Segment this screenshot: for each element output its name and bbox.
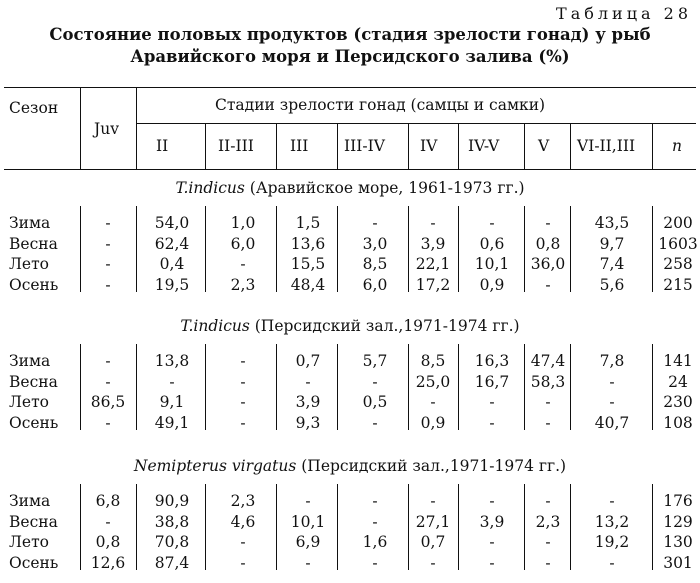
table-cell: - [305, 553, 311, 572]
table-cell: - [430, 393, 436, 411]
table-cell: - [105, 255, 111, 273]
column-divider [652, 344, 653, 430]
table-cell: 8,5 [362, 255, 388, 273]
header-juv: Juv [94, 120, 119, 138]
table-cell: - [240, 413, 246, 432]
column-divider [80, 206, 81, 292]
table-cell: - [240, 255, 246, 273]
table-cell: - [105, 214, 111, 232]
table-cell: 16,3 [474, 352, 510, 370]
header-divider [408, 123, 409, 169]
table-cell: - [545, 413, 551, 432]
table-cell: 0,8 [95, 533, 121, 551]
header-stage: V [538, 137, 550, 155]
header-stages-caption: Стадии зрелости гонад (самцы и самки) [215, 96, 546, 114]
table-title [0, 24, 700, 68]
table-cell: - [545, 533, 551, 551]
table-cell: 7,4 [599, 255, 625, 273]
column-divider [408, 206, 409, 292]
table-cell: - [489, 553, 495, 572]
table-cell: 22,1 [415, 255, 451, 273]
table-cell: - [609, 393, 615, 411]
top-rule [4, 87, 696, 88]
table-cell: - [240, 393, 246, 411]
table-cell: 6,0 [362, 275, 388, 294]
column-divider [136, 206, 137, 292]
table-cell: - [305, 372, 311, 391]
column-divider [524, 484, 525, 570]
column-divider [136, 344, 137, 430]
table-cell: 40,7 [594, 413, 630, 432]
table-cell: 1,5 [295, 214, 321, 232]
table-cell: - [105, 512, 111, 531]
table-cell: 176 [663, 492, 693, 510]
table-cell: - [240, 352, 246, 370]
stages-caption-rule [136, 123, 696, 124]
table-cell: 36,0 [530, 255, 566, 273]
column-divider [570, 344, 571, 430]
section-heading [0, 178, 700, 198]
table-cell: 38,8 [154, 512, 190, 531]
table-cell: 258 [663, 255, 693, 273]
table-cell: 43,5 [594, 214, 630, 232]
table-cell: - [489, 413, 495, 432]
column-divider [80, 344, 81, 430]
table-cell: 10,1 [290, 512, 326, 531]
column-divider [337, 206, 338, 292]
table-cell: 13,6 [290, 234, 326, 253]
column-divider [524, 206, 525, 292]
table-cell: 24 [668, 372, 688, 391]
table-cell: 19,2 [594, 533, 630, 551]
table-cell: 141 [663, 352, 693, 370]
header-divider [205, 123, 206, 169]
table-cell: 9,3 [295, 413, 321, 432]
table-cell: - [372, 492, 378, 510]
table-cell: 48,4 [290, 275, 326, 294]
header-stage: II [156, 137, 169, 155]
table-cell: 3,9 [295, 393, 321, 411]
row-season: Весна [9, 512, 58, 531]
column-divider [205, 206, 206, 292]
table-cell: - [240, 372, 246, 391]
table-cell: 130 [663, 533, 693, 551]
table-cell: - [305, 492, 311, 510]
table-cell: 301 [663, 553, 693, 572]
row-season: Зима [9, 352, 51, 370]
table-cell: 129 [663, 512, 693, 531]
table-cell: 3,0 [362, 234, 388, 253]
table-cell: 1603 [658, 234, 698, 253]
table-cell: 5,6 [599, 275, 625, 294]
table-cell: 4,6 [230, 512, 256, 531]
column-divider [205, 344, 206, 430]
header-divider [136, 87, 137, 169]
table-cell: 70,8 [154, 533, 190, 551]
table-cell: 1,6 [362, 533, 388, 551]
header-divider [524, 123, 525, 169]
table-cell: - [372, 553, 378, 572]
table-cell: - [372, 512, 378, 531]
header-stage: IV [420, 137, 438, 155]
row-season: Лето [9, 393, 50, 411]
table-number: Таблица 28 [556, 4, 692, 23]
header-stage-n: n [672, 137, 682, 155]
table-cell: 17,2 [415, 275, 451, 294]
column-divider [524, 344, 525, 430]
table-cell: - [105, 372, 111, 391]
column-divider [205, 484, 206, 570]
table-cell: 6,0 [230, 234, 256, 253]
table-cell: - [430, 492, 436, 510]
table-cell: - [169, 372, 175, 391]
column-divider [337, 484, 338, 570]
table-cell: 58,3 [530, 372, 566, 391]
column-divider [570, 206, 571, 292]
column-divider [458, 344, 459, 430]
row-season: Весна [9, 234, 58, 253]
table-cell: - [430, 553, 436, 572]
table-cell: 2,3 [230, 275, 256, 294]
column-divider [408, 484, 409, 570]
column-divider [80, 484, 81, 570]
table-cell: 230 [663, 393, 693, 411]
table-cell: 6,8 [95, 492, 121, 510]
row-season: Осень [9, 275, 59, 294]
section-heading [0, 456, 700, 476]
table-cell: 90,9 [154, 492, 190, 510]
table-cell: - [489, 533, 495, 551]
table-cell: 0,9 [479, 275, 505, 294]
table-cell: - [372, 214, 378, 232]
section-place: (Аравийское море, 1961-1973 гг.) [244, 179, 525, 197]
table-cell: 5,7 [362, 352, 388, 370]
table-cell: 0,7 [420, 533, 446, 551]
section-place: (Персидский зал.,1971-1974 гг.) [249, 317, 520, 335]
header-divider [570, 123, 571, 169]
table-cell: - [609, 492, 615, 510]
table-cell: - [489, 393, 495, 411]
table-cell: 2,3 [535, 512, 561, 531]
table-cell: 12,6 [90, 553, 126, 572]
table-cell: 3,9 [420, 234, 446, 253]
table-cell: - [105, 413, 111, 432]
table-cell: 0,4 [159, 255, 185, 273]
table-cell: 47,4 [530, 352, 566, 370]
header-divider [80, 87, 81, 169]
table-cell: - [545, 393, 551, 411]
table-cell: - [609, 553, 615, 572]
title-line-2: Аравийского моря и Персидского залива (%) [130, 47, 570, 66]
table-cell: - [545, 214, 551, 232]
table-cell: - [545, 492, 551, 510]
table-cell: - [545, 275, 551, 294]
section-species: T.indicus [180, 317, 250, 335]
section-heading [0, 316, 700, 336]
table-cell: 108 [663, 413, 693, 432]
header-stage: III [290, 137, 309, 155]
table-cell: - [609, 372, 615, 391]
table-cell: 0,8 [535, 234, 561, 253]
table-cell: 10,1 [474, 255, 510, 273]
table-cell: 13,8 [154, 352, 190, 370]
table-cell: 200 [663, 214, 693, 232]
header-stage: VI-II,III [577, 137, 636, 155]
header-divider [337, 123, 338, 169]
title-line-1: Состояние половых продуктов (стадия зрелости гонад) у рыб [49, 25, 651, 44]
table-cell: 0,6 [479, 234, 505, 253]
row-season: Зима [9, 214, 51, 232]
table-cell: 215 [663, 275, 693, 294]
table-cell: - [105, 352, 111, 370]
table-cell: 0,7 [295, 352, 321, 370]
column-divider [570, 484, 571, 570]
section-species: T.indicus [175, 179, 245, 197]
section-species: Nemipterus virgatus [133, 457, 297, 475]
column-divider [652, 206, 653, 292]
table-cell: 1,0 [230, 214, 256, 232]
row-season: Зима [9, 492, 51, 510]
table-cell: 86,5 [90, 393, 126, 411]
header-bottom-rule [4, 169, 696, 170]
column-divider [408, 344, 409, 430]
table-cell: - [545, 553, 551, 572]
column-divider [276, 344, 277, 430]
table-cell: 8,5 [420, 352, 446, 370]
header-stage: II-III [218, 137, 254, 155]
table-cell: 49,1 [154, 413, 190, 432]
row-season: Осень [9, 413, 59, 432]
section-place: (Персидский зал.,1971-1974 гг.) [296, 457, 567, 475]
column-divider [276, 206, 277, 292]
table-cell: - [372, 372, 378, 391]
table-cell: 16,7 [474, 372, 510, 391]
table-cell: - [489, 214, 495, 232]
table-cell: 0,9 [420, 413, 446, 432]
table-cell: 19,5 [154, 275, 190, 294]
table-cell: 9,7 [599, 234, 625, 253]
row-season: Лето [9, 533, 50, 551]
table-cell: - [372, 413, 378, 432]
row-season: Лето [9, 255, 50, 273]
column-divider [458, 484, 459, 570]
header-stage: III-IV [344, 137, 385, 155]
table-cell: 9,1 [159, 393, 185, 411]
header-stage: IV-V [468, 137, 500, 155]
header-divider [276, 123, 277, 169]
column-divider [652, 484, 653, 570]
column-divider [337, 344, 338, 430]
table-cell: - [240, 533, 246, 551]
table-cell: 54,0 [154, 214, 190, 232]
column-divider [458, 206, 459, 292]
column-divider [136, 484, 137, 570]
table-cell: 3,9 [479, 512, 505, 531]
table-cell: - [105, 234, 111, 253]
table-cell: 7,8 [599, 352, 625, 370]
header-divider [652, 123, 653, 169]
table-cell: 15,5 [290, 255, 326, 273]
table-cell: 13,2 [594, 512, 630, 531]
row-season: Весна [9, 372, 58, 391]
table-cell: 87,4 [154, 553, 190, 572]
table-cell: - [489, 492, 495, 510]
table-cell: 0,5 [362, 393, 388, 411]
table-cell: 62,4 [154, 234, 190, 253]
table-cell: 25,0 [415, 372, 451, 391]
column-divider [276, 484, 277, 570]
table-cell: - [430, 214, 436, 232]
header-divider [458, 123, 459, 169]
table-cell: 27,1 [415, 512, 451, 531]
table-cell: 2,3 [230, 492, 256, 510]
table-cell: 6,9 [295, 533, 321, 551]
table-cell: - [240, 553, 246, 572]
table-cell: - [105, 275, 111, 294]
row-season: Осень [9, 553, 59, 572]
header-season: Сезон [9, 99, 59, 117]
